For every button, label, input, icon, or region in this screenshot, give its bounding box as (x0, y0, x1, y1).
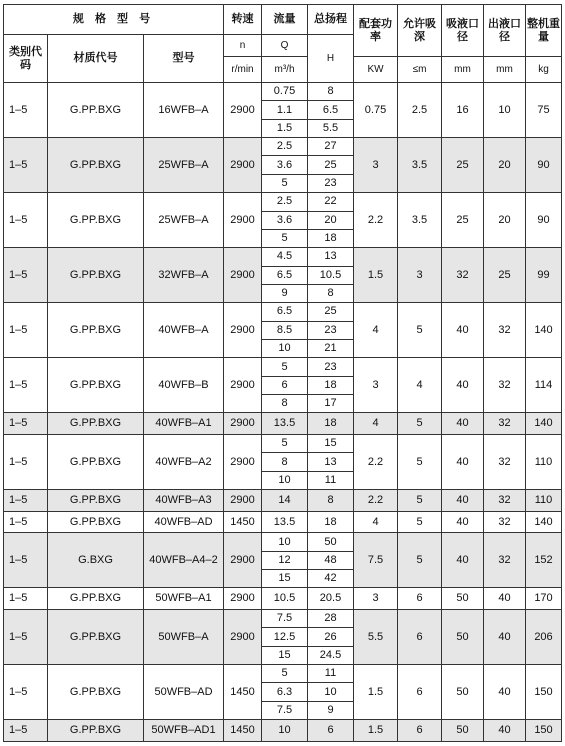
power-cell: 5.5 (354, 610, 398, 665)
weight-cell: 152 (526, 533, 562, 588)
flow-unit: m³/h (262, 57, 308, 83)
weight-unit: kg (526, 57, 562, 83)
head-cell: 10 (308, 683, 354, 701)
weight-cell: 110 (526, 435, 562, 490)
category-cell: 1–5 (4, 511, 48, 533)
inlet-cell: 25 (442, 193, 484, 248)
category-cell: 1–5 (4, 358, 48, 413)
weight-cell: 170 (526, 588, 562, 610)
flow-cell: 14 (262, 490, 308, 512)
head-cell: 23 (308, 174, 354, 192)
power-cell: 2.2 (354, 490, 398, 512)
inlet-cell: 40 (442, 533, 484, 588)
weight-cell: 114 (526, 358, 562, 413)
suction-depth-cell: 6 (398, 588, 442, 610)
weight-cell: 75 (526, 83, 562, 138)
inlet-cell: 50 (442, 588, 484, 610)
category-cell: 1–5 (4, 490, 48, 512)
model-cell: 32WFB–A (144, 248, 224, 303)
suction-depth-cell: 5 (398, 533, 442, 588)
outlet-cell: 40 (484, 610, 526, 665)
power-unit: KW (354, 57, 398, 83)
speed-cell: 2900 (224, 588, 262, 610)
table-row (4, 413, 562, 435)
outlet-cell: 32 (484, 435, 526, 490)
flow-cell: 1.5 (262, 119, 308, 137)
flow-cell: 10 (262, 471, 308, 489)
inlet-header: 吸液口径 (442, 5, 484, 57)
material-cell: G.PP.BXG (48, 303, 144, 358)
speed-cell: 2900 (224, 533, 262, 588)
model-cell: 50WFB–AD (144, 665, 224, 720)
material-cell: G.PP.BXG (48, 665, 144, 720)
table-row (4, 588, 562, 610)
speed-header: 转速 (224, 5, 262, 35)
suction-depth-cell: 5 (398, 303, 442, 358)
suction-depth-cell: 6 (398, 610, 442, 665)
head-cell: 20 (308, 211, 354, 229)
header-row-1 (4, 5, 562, 35)
table-row (4, 610, 562, 628)
inlet-cell: 50 (442, 720, 484, 742)
head-cell: 8 (308, 83, 354, 101)
suction-depth-cell: 6 (398, 665, 442, 720)
head-cell: 18 (308, 376, 354, 394)
material-cell: G.PP.BXG (48, 720, 144, 742)
outlet-cell: 32 (484, 358, 526, 413)
head-cell: 50 (308, 533, 354, 551)
head-cell: 6 (308, 720, 354, 742)
head-cell: 17 (308, 395, 354, 413)
table-row (4, 358, 562, 376)
flow-cell: 7.5 (262, 610, 308, 628)
head-cell: 25 (308, 303, 354, 321)
category-cell: 1–5 (4, 533, 48, 588)
material-cell: G.PP.BXG (48, 588, 144, 610)
inlet-unit: mm (442, 57, 484, 83)
model-cell: 50WFB–AD1 (144, 720, 224, 742)
table-row (4, 303, 562, 321)
head-header: 总扬程 (308, 5, 354, 35)
table-row (4, 511, 562, 533)
suction-depth-cell: 5 (398, 490, 442, 512)
category-cell: 1–5 (4, 413, 48, 435)
power-cell: 4 (354, 511, 398, 533)
head-cell: 24.5 (308, 646, 354, 664)
suction-depth-cell: 4 (398, 358, 442, 413)
flow-cell: 10.5 (262, 588, 308, 610)
flow-cell: 8 (262, 395, 308, 413)
speed-cell: 2900 (224, 610, 262, 665)
power-cell: 2.2 (354, 193, 398, 248)
head-cell: 21 (308, 340, 354, 358)
power-cell: 1.5 (354, 665, 398, 720)
weight-cell: 110 (526, 490, 562, 512)
flow-cell: 9 (262, 284, 308, 302)
flow-header: 流量 (262, 5, 308, 35)
weight-cell: 90 (526, 138, 562, 193)
flow-cell: 13.5 (262, 413, 308, 435)
suction-depth-cell: 5 (398, 511, 442, 533)
spec-group-header: 规 格 型 号 (4, 5, 224, 35)
outlet-cell: 32 (484, 533, 526, 588)
pump-spec-table (3, 4, 562, 742)
speed-cell: 2900 (224, 138, 262, 193)
head-cell: 6.5 (308, 101, 354, 119)
flow-cell: 10 (262, 340, 308, 358)
category-cell: 1–5 (4, 303, 48, 358)
power-cell: 4 (354, 303, 398, 358)
flow-cell: 6.5 (262, 303, 308, 321)
category-cell: 1–5 (4, 248, 48, 303)
flow-cell: 5 (262, 229, 308, 247)
head-cell: 13 (308, 248, 354, 266)
material-cell: G.PP.BXG (48, 358, 144, 413)
speed-cell: 2900 (224, 248, 262, 303)
model-cell: 40WFB–A2 (144, 435, 224, 490)
table-row (4, 533, 562, 551)
speed-cell: 1450 (224, 665, 262, 720)
outlet-cell: 32 (484, 413, 526, 435)
head-cell: 48 (308, 551, 354, 569)
flow-cell: 2.5 (262, 138, 308, 156)
suction-depth-cell: 5 (398, 413, 442, 435)
weight-header: 整机重量 (526, 5, 562, 57)
model-cell: 40WFB–A (144, 303, 224, 358)
category-cell: 1–5 (4, 720, 48, 742)
category-code-header: 类别代码 (4, 35, 48, 83)
head-cell: 22 (308, 193, 354, 211)
head-cell: 18 (308, 511, 354, 533)
category-cell: 1–5 (4, 83, 48, 138)
table-row (4, 435, 562, 453)
outlet-cell: 25 (484, 248, 526, 303)
model-cell: 25WFB–A (144, 193, 224, 248)
power-cell: 3 (354, 358, 398, 413)
model-header: 型号 (144, 35, 224, 83)
flow-symbol: Q (262, 35, 308, 57)
speed-cell: 2900 (224, 358, 262, 413)
material-cell: G.PP.BXG (48, 610, 144, 665)
table-row (4, 193, 562, 211)
flow-cell: 5 (262, 174, 308, 192)
flow-cell: 8.5 (262, 321, 308, 339)
inlet-cell: 16 (442, 83, 484, 138)
head-cell: 5.5 (308, 119, 354, 137)
power-cell: 1.5 (354, 720, 398, 742)
head-cell: 13 (308, 453, 354, 471)
model-cell: 40WFB–A3 (144, 490, 224, 512)
flow-cell: 2.5 (262, 193, 308, 211)
inlet-cell: 50 (442, 665, 484, 720)
flow-cell: 12.5 (262, 628, 308, 646)
category-cell: 1–5 (4, 138, 48, 193)
flow-cell: 10 (262, 533, 308, 551)
material-cell: G.PP.BXG (48, 413, 144, 435)
flow-cell: 13.5 (262, 511, 308, 533)
head-cell: 28 (308, 610, 354, 628)
suction-depth-cell: 5 (398, 435, 442, 490)
flow-cell: 6.3 (262, 683, 308, 701)
material-cell: G.PP.BXG (48, 248, 144, 303)
inlet-cell: 32 (442, 248, 484, 303)
weight-cell: 140 (526, 413, 562, 435)
weight-cell: 150 (526, 720, 562, 742)
inlet-cell: 40 (442, 413, 484, 435)
material-code-header: 材质代号 (48, 35, 144, 83)
head-cell: 27 (308, 138, 354, 156)
speed-cell: 2900 (224, 193, 262, 248)
flow-cell: 3.6 (262, 156, 308, 174)
power-header: 配套功率 (354, 5, 398, 57)
speed-cell: 1450 (224, 511, 262, 533)
head-cell: 26 (308, 628, 354, 646)
flow-cell: 0.75 (262, 83, 308, 101)
head-cell: 20.5 (308, 588, 354, 610)
head-cell: 11 (308, 471, 354, 489)
head-cell: 18 (308, 229, 354, 247)
outlet-cell: 20 (484, 138, 526, 193)
power-cell: 3 (354, 588, 398, 610)
inlet-cell: 40 (442, 511, 484, 533)
inlet-cell: 40 (442, 358, 484, 413)
material-cell: G.PP.BXG (48, 490, 144, 512)
flow-cell: 15 (262, 570, 308, 588)
table-row (4, 720, 562, 742)
flow-cell: 8 (262, 453, 308, 471)
weight-cell: 206 (526, 610, 562, 665)
model-cell: 50WFB–A1 (144, 588, 224, 610)
flow-cell: 6.5 (262, 266, 308, 284)
outlet-cell: 40 (484, 665, 526, 720)
suction-depth-header: 允许吸深 (398, 5, 442, 57)
speed-cell: 2900 (224, 83, 262, 138)
head-cell: 10.5 (308, 266, 354, 284)
inlet-cell: 40 (442, 435, 484, 490)
material-cell: G.PP.BXG (48, 193, 144, 248)
head-cell: 42 (308, 570, 354, 588)
outlet-cell: 32 (484, 511, 526, 533)
outlet-cell: 20 (484, 193, 526, 248)
weight-cell: 99 (526, 248, 562, 303)
flow-cell: 5 (262, 665, 308, 683)
weight-cell: 150 (526, 665, 562, 720)
head-cell: 23 (308, 321, 354, 339)
speed-unit: r/min (224, 57, 262, 83)
head-cell: 25 (308, 156, 354, 174)
flow-cell: 5 (262, 358, 308, 376)
flow-cell: 7.5 (262, 701, 308, 719)
model-cell: 50WFB–A (144, 610, 224, 665)
flow-cell: 3.6 (262, 211, 308, 229)
model-cell: 16WFB–A (144, 83, 224, 138)
category-cell: 1–5 (4, 610, 48, 665)
weight-cell: 140 (526, 303, 562, 358)
flow-cell: 15 (262, 646, 308, 664)
table-row (4, 138, 562, 156)
power-cell: 2.2 (354, 435, 398, 490)
model-cell: 40WFB–B (144, 358, 224, 413)
speed-cell: 1450 (224, 720, 262, 742)
material-cell: G.PP.BXG (48, 511, 144, 533)
power-cell: 1.5 (354, 248, 398, 303)
category-cell: 1–5 (4, 588, 48, 610)
outlet-cell: 32 (484, 490, 526, 512)
flow-cell: 5 (262, 435, 308, 453)
head-cell: 18 (308, 413, 354, 435)
outlet-cell: 32 (484, 303, 526, 358)
inlet-cell: 25 (442, 138, 484, 193)
flow-cell: 12 (262, 551, 308, 569)
power-cell: 7.5 (354, 533, 398, 588)
speed-cell: 2900 (224, 490, 262, 512)
head-cell: 15 (308, 435, 354, 453)
inlet-cell: 40 (442, 303, 484, 358)
table-row (4, 665, 562, 683)
outlet-cell: 10 (484, 83, 526, 138)
suction-depth-cell: 6 (398, 720, 442, 742)
head-cell: 8 (308, 490, 354, 512)
flow-cell: 1.1 (262, 101, 308, 119)
suction-depth-cell: 3.5 (398, 193, 442, 248)
inlet-cell: 50 (442, 610, 484, 665)
category-cell: 1–5 (4, 435, 48, 490)
power-cell: 0.75 (354, 83, 398, 138)
flow-cell: 6 (262, 376, 308, 394)
table-row (4, 490, 562, 512)
suction-depth-unit: ≤m (398, 57, 442, 83)
suction-depth-cell: 3 (398, 248, 442, 303)
material-cell: G.PP.BXG (48, 83, 144, 138)
outlet-header: 出液口径 (484, 5, 526, 57)
speed-cell: 2900 (224, 435, 262, 490)
material-cell: G.PP.BXG (48, 138, 144, 193)
model-cell: 25WFB–A (144, 138, 224, 193)
speed-cell: 2900 (224, 413, 262, 435)
power-cell: 4 (354, 413, 398, 435)
weight-cell: 90 (526, 193, 562, 248)
flow-cell: 4.5 (262, 248, 308, 266)
table-row (4, 83, 562, 101)
material-cell: G.PP.BXG (48, 435, 144, 490)
inlet-cell: 40 (442, 490, 484, 512)
table-row (4, 248, 562, 266)
outlet-unit: mm (484, 57, 526, 83)
power-cell: 3 (354, 138, 398, 193)
outlet-cell: 40 (484, 720, 526, 742)
category-cell: 1–5 (4, 193, 48, 248)
spec-table-body (4, 83, 562, 742)
head-unit: H (308, 35, 354, 83)
speed-cell: 2900 (224, 303, 262, 358)
speed-symbol: n (224, 35, 262, 57)
outlet-cell: 40 (484, 588, 526, 610)
head-cell: 23 (308, 358, 354, 376)
model-cell: 40WFB–A4–2 (144, 533, 224, 588)
flow-cell: 10 (262, 720, 308, 742)
head-cell: 9 (308, 701, 354, 719)
model-cell: 40WFB–A1 (144, 413, 224, 435)
head-cell: 11 (308, 665, 354, 683)
suction-depth-cell: 2.5 (398, 83, 442, 138)
material-cell: G.BXG (48, 533, 144, 588)
head-cell: 8 (308, 284, 354, 302)
suction-depth-cell: 3.5 (398, 138, 442, 193)
weight-cell: 140 (526, 511, 562, 533)
category-cell: 1–5 (4, 665, 48, 720)
model-cell: 40WFB–AD (144, 511, 224, 533)
